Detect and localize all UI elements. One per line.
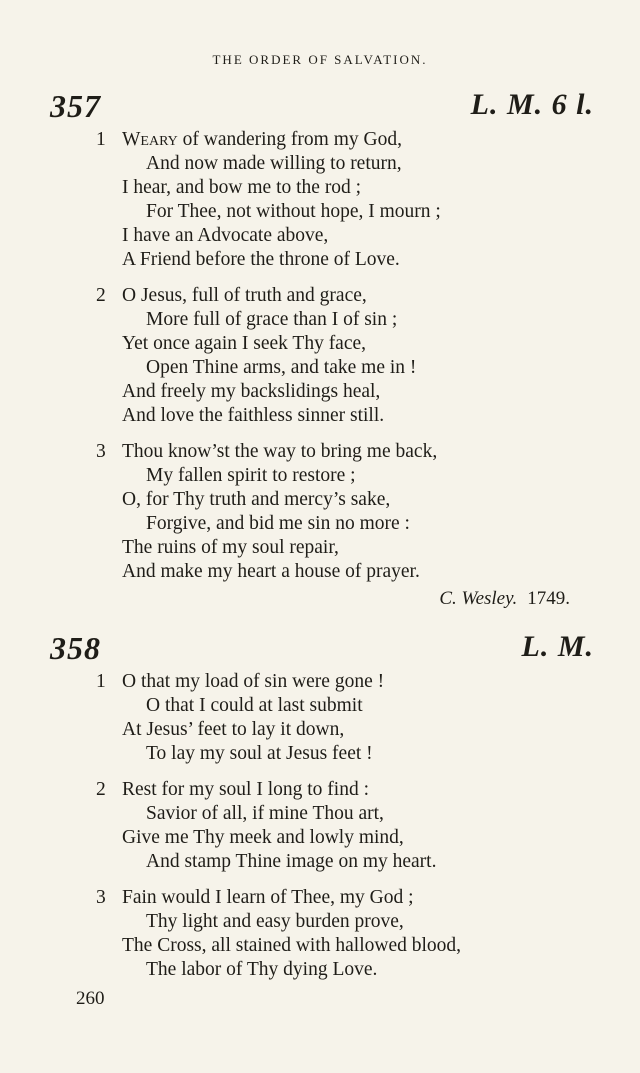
verse-line: And now made willing to return, — [146, 153, 402, 174]
verse-line: Forgive, and bid me sin no more : — [146, 513, 410, 534]
verse-number: 2 — [96, 779, 106, 800]
verse-line: The ruins of my soul repair, — [122, 537, 339, 558]
verse-line: Give me Thy meek and lowly mind, — [122, 827, 404, 848]
hymn-meter: L. M. — [521, 630, 594, 663]
verse-line: Rest for my soul I long to find : — [122, 779, 369, 800]
author: C. Wesley. — [439, 588, 518, 609]
attribution — [439, 588, 570, 610]
verse-line: I have an Advocate above, — [122, 225, 329, 246]
year: 1749. — [527, 588, 570, 609]
verse-number: 1 — [96, 129, 106, 150]
verse-line: Thou know’st the way to bring me back, — [122, 441, 438, 462]
verse-line: O that my load of sin were gone ! — [122, 671, 385, 692]
hymn-number: 357 — [50, 88, 101, 124]
verse-line: I hear, and bow me to the rod ; — [122, 177, 362, 198]
hymn-number: 358 — [50, 630, 101, 666]
verse-line: The Cross, all stained with hallowed blood, — [122, 935, 462, 956]
verse-line — [122, 128, 402, 152]
verse-line: More full of grace than I of sin ; — [146, 309, 398, 330]
verse-line: The labor of Thy dying Love. — [146, 959, 378, 980]
verse-line: O Jesus, full of truth and grace, — [122, 285, 367, 306]
verse-line: A Friend before the throne of Love. — [122, 249, 400, 270]
verse-line: Savior of all, if mine Thou art, — [146, 803, 384, 824]
verse-line: And make my heart a house of prayer. — [122, 561, 420, 582]
verse-line: My fallen spirit to restore ; — [146, 465, 356, 486]
verse-number: 3 — [96, 887, 106, 908]
verse-line: O that I could at last submit — [146, 695, 363, 716]
verse-first-word: Weary — [122, 129, 178, 150]
verse-line-rest: of wandering from my God, — [177, 129, 402, 150]
verse-number: 3 — [96, 441, 106, 462]
verse-line: Fain would I learn of Thee, my God ; — [122, 887, 414, 908]
verse-line: To lay my soul at Jesus feet ! — [146, 743, 373, 764]
verse-line: And freely my backslidings heal, — [122, 381, 381, 402]
verse-line: Yet once again I seek Thy face, — [122, 333, 367, 354]
page-number: 260 — [76, 988, 105, 1009]
verse-line: And stamp Thine image on my heart. — [146, 851, 437, 872]
verse-line: Open Thine arms, and take me in ! — [146, 357, 417, 378]
verse-line: For Thee, not without hope, I mourn ; — [146, 201, 441, 222]
verse-line: And love the faithless sinner still. — [122, 405, 385, 426]
verse-line: Thy light and easy burden prove, — [146, 911, 404, 932]
running-head: THE ORDER OF SALVATION. — [212, 52, 428, 67]
verse-line: O, for Thy truth and mercy’s sake, — [122, 489, 391, 510]
verse-line: At Jesus’ feet to lay it down, — [122, 719, 345, 740]
verse-number: 1 — [96, 671, 106, 692]
hymn-meter: L. M. 6 l. — [470, 88, 594, 121]
verse-number: 2 — [96, 285, 106, 306]
